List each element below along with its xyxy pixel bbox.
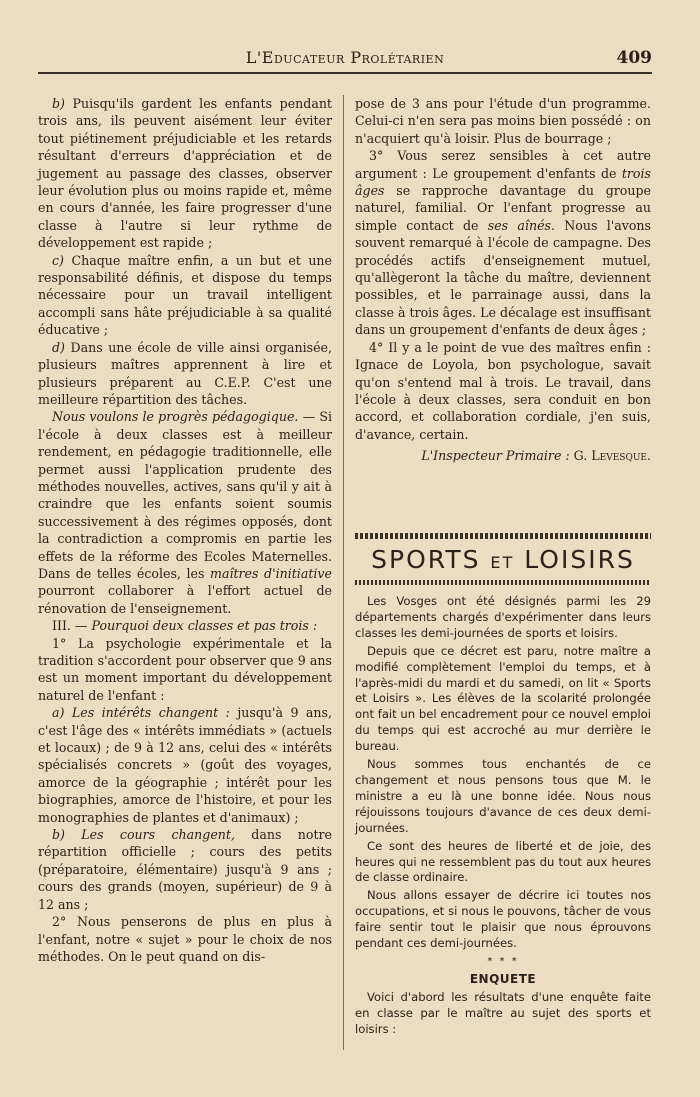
sports-paragraphs: [355, 594, 651, 952]
sports-paragraph: Nous allons essayer de décrire ici toutes nos occupations, et si nous le pouvons, tâcher de vous faire sentir tout le plaisir que nous éprouvons pendant ces demi-journées.: [355, 888, 651, 951]
section-band-bottom: [355, 580, 651, 585]
section-heading: [355, 545, 651, 574]
paragraph: [355, 147, 651, 338]
section-separator: * * *: [487, 955, 519, 967]
italic-text: a) Les intérêts changent :: [52, 705, 230, 721]
signature-name: G. Levesque.: [573, 448, 651, 464]
italic-text: b) Les cours changent,: [52, 827, 235, 843]
paragraph: [355, 339, 651, 443]
text-run: dans notre répartition officielle ; cours des petits (préparatoire, élémentaire) jusqu'à 9 ans ; cours des grands (moyen, supérieur) de 9 à 12 ans ;: [38, 827, 332, 912]
italic-text: trois âges: [355, 165, 651, 199]
heading-word-sports: SPORTS: [371, 545, 481, 574]
italic-text: Nous voulons le progrès pédagogique.: [52, 409, 299, 425]
paragraph: [355, 95, 651, 147]
enquete-intro: Voici d'abord les résultats d'une enquête faite en classe par le maître au sujet des sports et loisirs :: [355, 989, 651, 1036]
text-run: Chaque maître enfin, a un but et une responsabilité définis, et dispose du temps nécessaire pour un travail intelligent accompli sans hâte préjudiciable à sa qualité éducative ;: [38, 252, 332, 338]
text-run: 3° Vous serez sensibles à cet autre argument : Le groupement d'enfants de: [355, 148, 651, 181]
italic-text: d): [52, 339, 65, 355]
signature-role: L'Inspecteur Primaire :: [421, 448, 570, 464]
header-rule: [38, 72, 652, 74]
text-run: se rapproche davantage du groupe naturel, familial. Or l'enfant progresse au simple contact de: [355, 183, 651, 233]
text-run: pourront collaborer à l'effort actuel de rénovation de l'enseignement.: [38, 583, 332, 616]
italic-text: b): [52, 96, 65, 111]
text-run: pose de 3 ans pour l'étude d'un programme. Celui-ci n'en sera pas moins bien possédé : on n'acquiert qu'à loisir. Plus de bourrage ;: [355, 96, 651, 146]
sports-paragraph: Les Vosges ont été désignés parmi les 29 départements chargés d'expérimenter dans leurs classes les demi-journées de sports et loisirs.: [355, 594, 651, 640]
journal-title: L'Educateur Prolétarien: [245, 48, 445, 67]
paragraph: [38, 95, 332, 252]
paragraph: [38, 408, 332, 617]
italic-text: c): [52, 252, 64, 268]
text-run: Nous l'avons souvent remarqué à l'école de campagne. Des procédés actifs d'enseignement mutuel, qu'allègeront la tâche du maître, deviennent possibles, et le parrainage aussi, dans la classe à trois âges. Le décalage est insuffisant dans un groupement d'enfants de deux âges ;: [355, 217, 652, 338]
heading-word-et: ET: [490, 553, 515, 572]
sports-paragraph: Ce sont des heures de liberté et de joie, des heures qui ne ressemblent pas du tout aux heures de classe ordinaire.: [355, 838, 651, 885]
text-run: 2° Nous penserons de plus en plus à l'enfant, notre « sujet » pour le choix de nos méthodes. On le peut quand on dis-: [38, 914, 332, 964]
paragraph: [38, 252, 332, 339]
article-continuation: [355, 95, 651, 443]
left-column: [38, 95, 332, 965]
heading-word-loisirs: LOISIRS: [524, 545, 635, 574]
sports-paragraph: Depuis que ce décret est paru, notre maître a modifié complètement l'emploi du temps, et à l'après-midi du mardi et du samedi, on lit « Sports et Loisirs ». Les élèves de la scolarité prolongée ont fait un bel encadrement pour ce nouvel emploi du temps qui est accroché au mur derrière le bureau.: [355, 643, 651, 754]
enquete-heading: ENQUETE: [469, 971, 537, 986]
section-band-top: [355, 533, 651, 539]
italic-text: Pourquoi deux classes et pas trois :: [91, 618, 318, 634]
text-run: — Si l'école à deux classes est à meilleur rendement, en pédagogie traditionnelle, elle permet aussi l'application prudente des méthodes nouvelles, actives, sans qu'il y ait à craindre que les enfants soient soumis successivement à des régimes opposés, dont la contradiction a compromis en partie les effets de la réforme des Ecoles Maternelles. Dans de telles écoles, les: [38, 409, 332, 581]
paragraph: [38, 339, 332, 409]
page-number: 409: [616, 48, 652, 68]
text-run: 4° Il y a le point de vue des maîtres enfin : Ignace de Loyola, bon psychologue, savait qu'on s'entend mal à trois. Le travail, dans l'école à deux classes, sera conduit en bon accord, et collaboration cordiale, j'en suis, d'avance, certain.: [355, 339, 651, 442]
text-run: Dans une école de ville ainsi organisée, plusieurs maîtres apprennent à lire et plusieurs préparent au C.E.P. C'est une meilleure répartition des tâches.: [38, 339, 332, 407]
italic-text: maîtres d'initiative: [210, 565, 332, 581]
paragraph: [38, 635, 332, 705]
text-run: jusqu'à 9 ans, c'est l'âge des « intérêts immédiats » (actuels et locaux) ; de 9 à 12 ans, celui des « intérêts spécialisés concrets » (goût des voyages, amorce de la géographie ; intérêt pour les biographies, amorce de l'histoire, et pour les monographies de plantes et d'animaux) ;: [38, 705, 333, 825]
paragraph: [38, 704, 332, 826]
paragraph: [38, 617, 332, 634]
italic-text: ses aînés.: [487, 217, 555, 233]
sports-paragraph: Nous sommes tous enchantés de ce changement et nous pensons tous que M. le ministre a eu là une bonne idée. Nous nous réjouissons toujours d'avance de ces deux demi-journées.: [355, 757, 651, 835]
column-divider: [343, 95, 344, 1050]
paragraph: [38, 913, 332, 965]
signature: [355, 447, 651, 464]
right-column: [355, 95, 651, 465]
sports-article: [355, 594, 651, 1039]
running-header: [38, 48, 652, 72]
text-run: Puisqu'ils gardent les enfants pendant trois ans, ils peuvent aisément leur éviter tout piétinement préjudiciable et les retards résultant d'erreurs d'appréciation et de jugement au passage des classes, observer leur évolution plus ou moins rapide et, même en cours d'année, les faire progresser d'une classe à l'autre si leur rythme de développement est rapide ;: [38, 96, 332, 251]
text-run: III. —: [52, 618, 92, 634]
paragraph: [38, 826, 332, 913]
text-run: 1° La psychologie expérimentale et la tradition s'accordent pour observer que 9 ans est un moment important du développement naturel de l'enfant :: [38, 635, 332, 703]
